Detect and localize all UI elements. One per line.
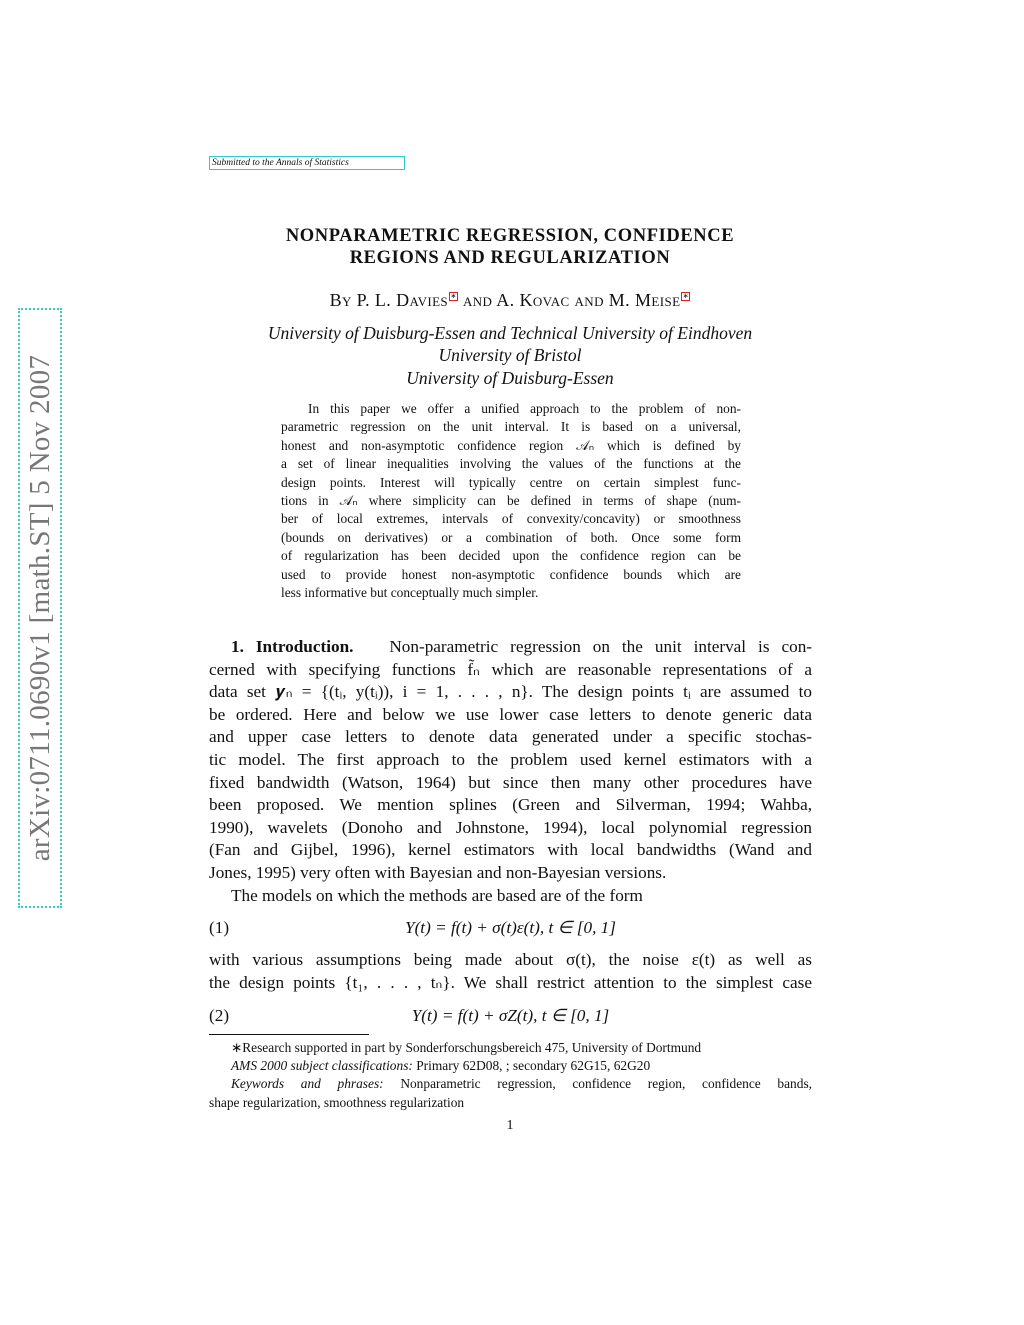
body-text: Non-parametric regression on the unit interval is con- (389, 637, 813, 656)
equation-number: (2) (209, 1006, 230, 1025)
abstract-line: (bounds on derivatives) or a combination of both. Once some form (281, 529, 741, 545)
equation-formula: Y(t) = f(t) + σ(t)ε(t), t ∈ [0, 1] (405, 918, 616, 937)
body-line: the design points {t₁, . . . , tₙ}. We shall restrict attention to the simplest case (209, 972, 812, 992)
body-line: fixed bandwidth (Watson, 1964) but since then many other procedures have (209, 772, 812, 792)
body-line: with various assumptions being made about σ(t), the noise ε(t) as well as (209, 950, 812, 969)
ams-label: AMS 2000 subject classifications: (231, 1058, 413, 1074)
body-continuation (209, 949, 812, 994)
submitted-journal-link[interactable]: Submitted to the Annals of Statistics (209, 156, 405, 170)
abstract-line: parametric regression on the unit interval. It is based on a universal, (281, 419, 741, 435)
abstract-line: honest and non-asymptotic confidence region 𝒜ₙ which is defined by (281, 437, 741, 453)
abstract-line: ber of local extremes, intervals of convexity/concavity) or smoothness (281, 511, 741, 527)
body-line: be ordered. Here and below we use lower case letters to denote generic data (209, 704, 812, 724)
body-line: and upper case letters to denote data generated under a specific stochas- (209, 727, 812, 747)
paper-title-line-1: NONPARAMETRIC REGRESSION, CONFIDENCE (285, 226, 735, 246)
body-line: 1990), wavelets (Donoho and Johnstone, 1994), local polynomial regression (209, 817, 812, 837)
footnote-rule (209, 1034, 369, 1035)
body-line: been proposed. We mention splines (Green and Silverman, 1994; Wahba, (209, 795, 812, 815)
paper-title-line-2: REGIONS AND REGULARIZATION (349, 248, 671, 268)
author-others: and A. Kovac and M. Meise (458, 290, 681, 310)
body-line: Jones, 1995) very often with Bayesian and non-Bayesian versions. (209, 862, 667, 882)
equation-formula: Y(t) = f(t) + σZ(t), t ∈ [0, 1] (411, 1006, 610, 1025)
ams-text: Primary 62D08, ; secondary 62G15, 62G20 (412, 1058, 651, 1074)
footnote-mark-link[interactable]: ∗ (450, 292, 457, 300)
footnote-keywords (209, 1075, 812, 1093)
equation-2 (209, 1004, 812, 1028)
keywords-label: Keywords and phrases: (231, 1076, 384, 1092)
keywords-text: Nonparametric regression, confidence region, confidence bands, (383, 1076, 813, 1092)
author-davies: By P. L. Davies (329, 290, 449, 310)
abstract-line: a set of linear inequalities involving the values of the functions at the (281, 456, 741, 472)
section-heading: 1. Introduction. (231, 637, 354, 656)
footnote-ams (209, 1057, 812, 1075)
abstract-line: less informative but conceptually much simpler. (281, 585, 539, 601)
affiliation: University of Duisburg-Essen and Technical University of Eindhoven (267, 323, 753, 343)
abstract-line: used to provide honest non-asymptotic confidence bounds which are (281, 566, 741, 582)
page-number: 1 (506, 1118, 514, 1133)
abstract-line: tions in 𝒜ₙ where simplicity can be defined in terms of shape (num- (281, 493, 741, 509)
affiliation: University of Bristol (438, 345, 582, 365)
body-line (209, 636, 812, 659)
abstract (281, 400, 741, 602)
equation-number: (1) (209, 918, 230, 937)
body-line: data set 𝒚ₙ = {(tᵢ, y(tᵢ)), i = 1, . . . , n}. The design points tᵢ are assumed to (209, 682, 812, 702)
introduction-section (209, 636, 812, 907)
abstract-line: design points. Interest will typically centre on certain simplest func- (281, 474, 741, 490)
arxiv-identifier: arXiv:0711.0690v1 [math.ST] 5 Nov 2007 (24, 354, 56, 862)
abstract-line: of regularization has been decided upon the confidence region can be (281, 548, 741, 564)
body-line: The models on which the methods are based are of the form (231, 885, 643, 905)
footnote-research: ∗Research supported in part by Sonderforschungsbereich 475, University of Dortmund (231, 1040, 702, 1055)
body-line: (Fan and Gijbel, 1996), kernel estimators with local bandwidths (Wand and (209, 840, 812, 860)
body-line: cerned with specifying functions f̃ₙ which are reasonable representations of a (209, 659, 812, 679)
abstract-line: In this paper we offer a unified approach to the problem of non- (308, 401, 741, 416)
equation-1 (209, 916, 812, 940)
footnote-mark-link[interactable]: ∗ (682, 292, 690, 300)
affiliation: University of Duisburg-Essen (406, 368, 614, 388)
body-line: tic model. The first approach to the problem used kernel estimators with a (209, 749, 812, 769)
footnotes (209, 1039, 812, 1112)
footnote-keywords-cont: shape regularization, smoothness regularization (209, 1094, 465, 1110)
author-line (200, 289, 820, 311)
